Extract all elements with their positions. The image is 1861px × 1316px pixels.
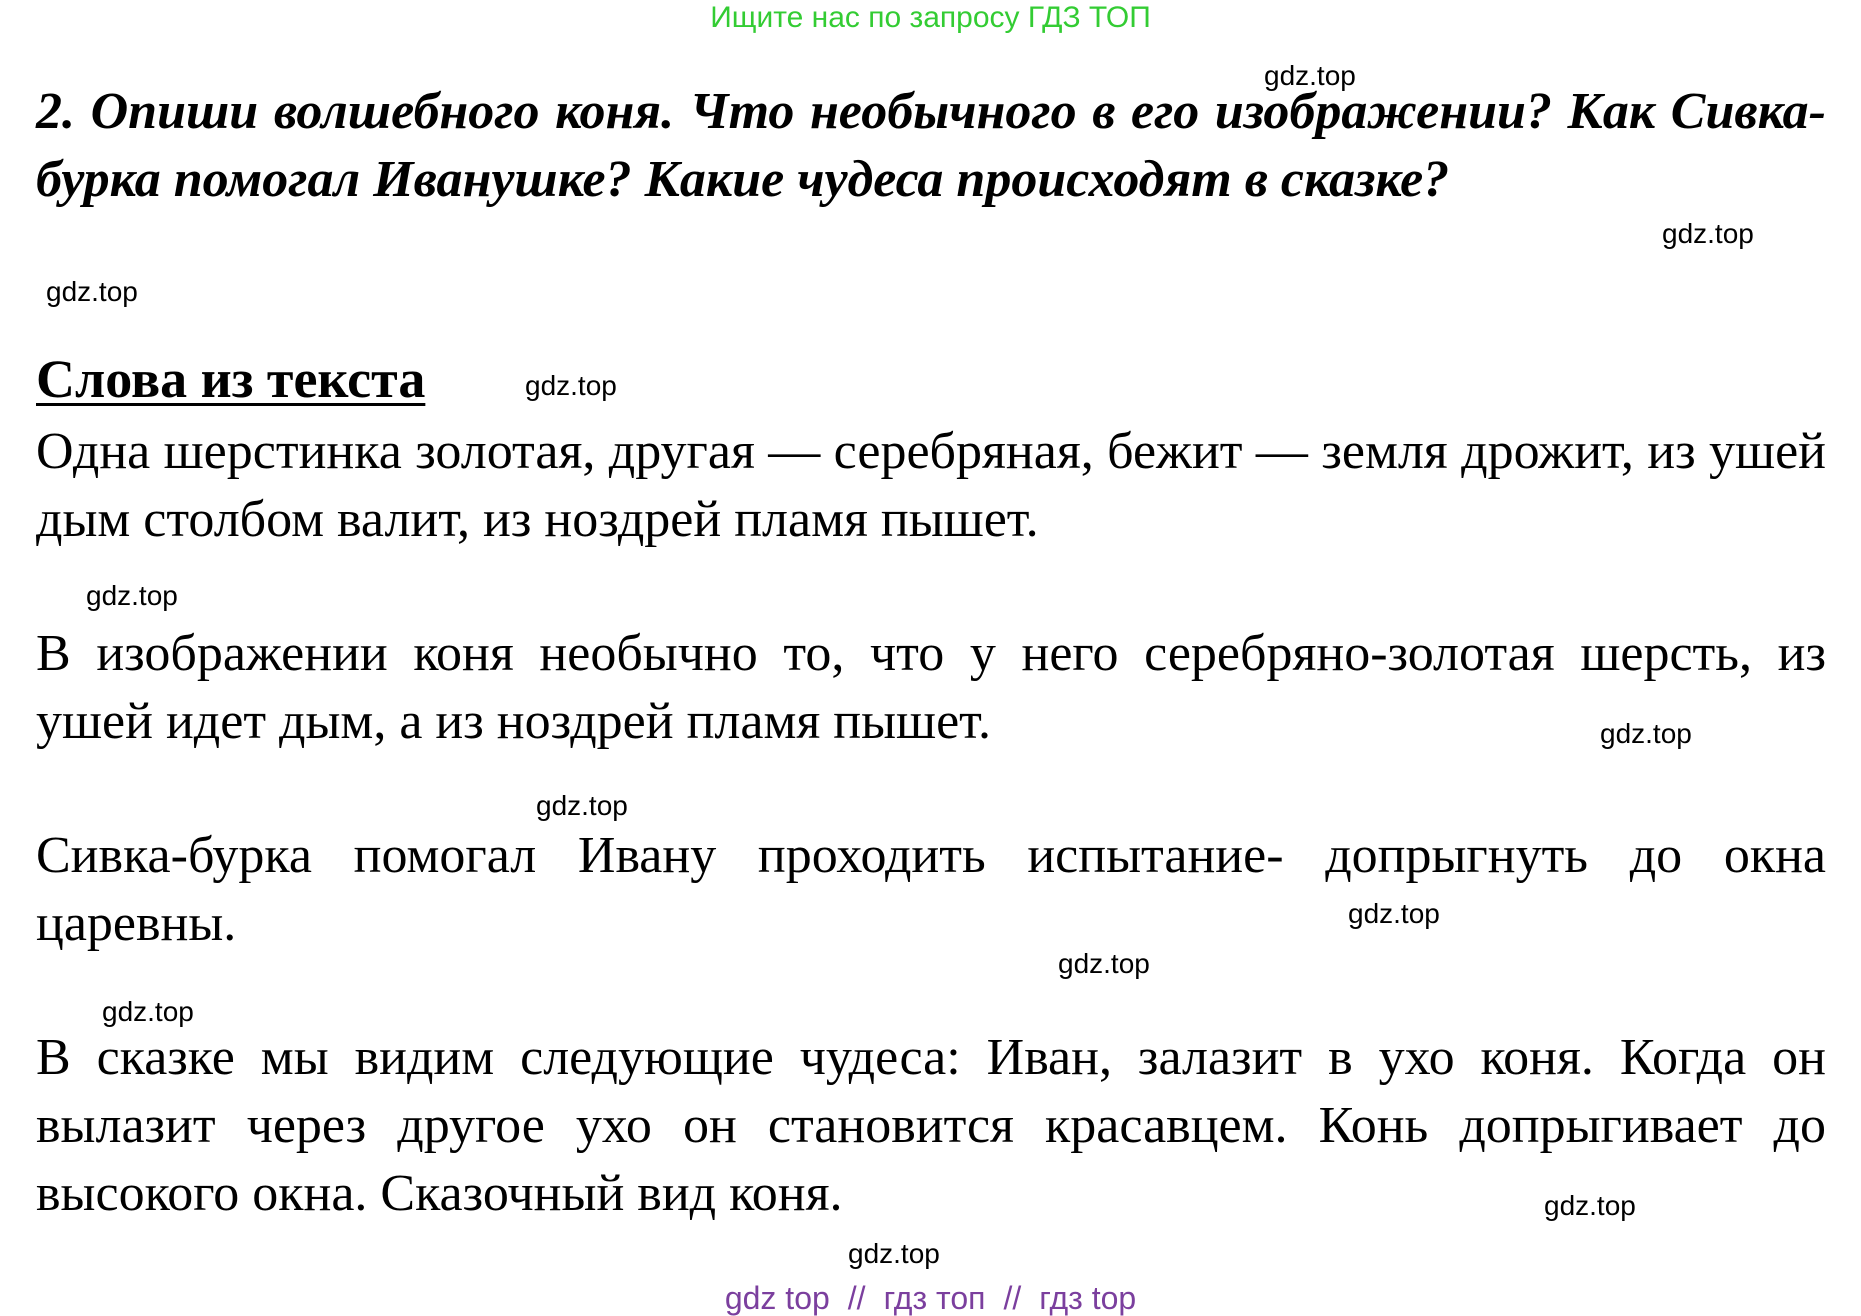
footer-links xyxy=(0,1282,1861,1314)
watermark: gdz.top xyxy=(1264,60,1356,91)
watermark: gdz.top xyxy=(1544,1190,1636,1221)
paragraph-answer-2: Сивка-бурка помогал Ивану проходить испытание- допрыгнуть до окна царевны. xyxy=(36,827,1826,952)
footer-separator: // xyxy=(847,1280,866,1316)
watermark: gdz.top xyxy=(102,996,194,1027)
watermark: gdz.top xyxy=(1662,218,1754,249)
question-text: 2. Опиши волшебного коня. Что необычного в его изображении? Как Сивка-бурка помогал Иванушке? Какие чудеса происходят в сказке? xyxy=(36,83,1826,208)
footer-separator: // xyxy=(1003,1280,1022,1316)
footer-link-gdz-top-ru[interactable]: гдз топ xyxy=(883,1280,986,1316)
paragraph-answer-1: В изображении коня необычно то, что у него серебряно-золотая шерсть, из ушей идет дым, а из ноздрей пламя пышет. xyxy=(36,625,1826,750)
section-heading: Слова из текста xyxy=(36,349,426,409)
watermark: gdz.top xyxy=(46,276,138,307)
paragraph-answer-3: В сказке мы видим следующие чудеса: Иван, залазит в ухо коня. Когда он вылазит через другое ухо он становится красавцем. Конь допрыгивает до высокого окна. Сказочный вид коня. xyxy=(36,1029,1826,1222)
footer-link-gdz-top-mixed[interactable]: гдз top xyxy=(1039,1280,1137,1316)
watermark: gdz.top xyxy=(536,790,628,821)
watermark: gdz.top xyxy=(1058,948,1150,979)
watermark: gdz.top xyxy=(525,370,617,401)
top-banner: Ищите нас по запросу ГДЗ ТОП xyxy=(710,1,1151,34)
watermark: gdz.top xyxy=(1348,898,1440,929)
paragraph-quote: Одна шерстинка золотая, другая — серебряная, бежит — земля дрожит, из ушей дым столбом валит, из ноздрей пламя пышет. xyxy=(36,423,1826,548)
footer-link-gdz-top[interactable]: gdz top xyxy=(724,1280,830,1316)
watermark: gdz.top xyxy=(848,1238,940,1269)
watermark: gdz.top xyxy=(86,580,178,611)
watermark: gdz.top xyxy=(1600,718,1692,749)
